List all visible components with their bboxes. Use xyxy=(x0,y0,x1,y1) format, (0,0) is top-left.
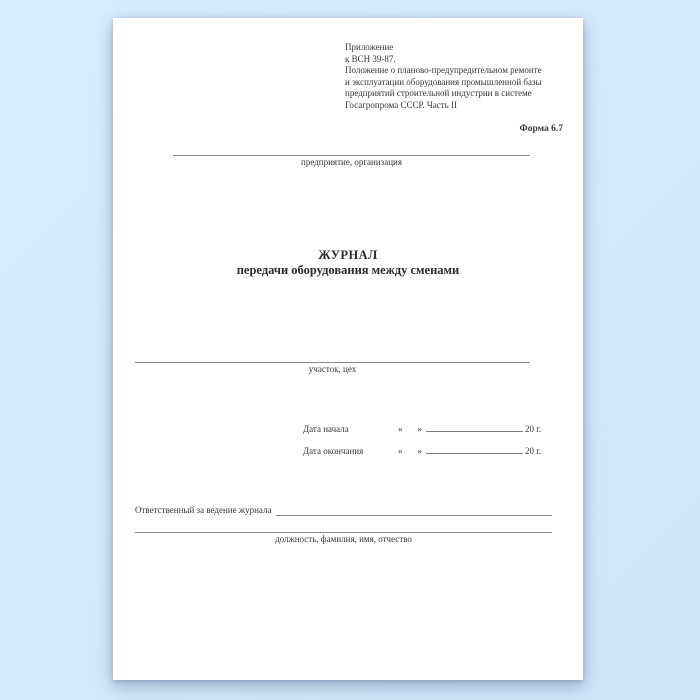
quote-close: » xyxy=(417,446,422,456)
appendix-line: и эксплуатации оборудования промышленной базы xyxy=(345,76,542,87)
date-end-row xyxy=(303,446,541,457)
signature-caption: должность, фамилия, имя, отчество xyxy=(275,534,412,544)
appendix-line: Госагропрома СССР. Часть II xyxy=(345,99,457,110)
document-page xyxy=(113,18,583,680)
section-caption: участок, цех xyxy=(308,364,357,374)
date-end-year: 20 г. xyxy=(525,446,542,456)
appendix-reference xyxy=(345,42,575,112)
responsible-row xyxy=(135,504,552,518)
appendix-line: к ВСН 39-87. xyxy=(345,53,396,64)
form-number: Форма 6.7 xyxy=(519,124,563,134)
appendix-line: предприятий строительной индустрии в системе xyxy=(345,88,532,99)
date-start-quotes xyxy=(398,424,422,435)
appendix-line: Приложение xyxy=(345,42,394,52)
signature-fill-line xyxy=(135,532,552,545)
responsible-fill-line xyxy=(276,504,552,516)
date-start-row xyxy=(303,424,541,435)
organization-fill-line xyxy=(173,155,530,168)
date-start-label: Дата начала xyxy=(303,424,349,434)
date-end-label: Дата окончания xyxy=(303,446,364,456)
title-line-1: ЖУРНАЛ xyxy=(318,248,378,262)
quote-open: « xyxy=(398,424,403,434)
organization-caption: предприятие, организация xyxy=(301,157,402,167)
date-start-year: 20 г. xyxy=(525,424,542,434)
date-end-fill-line xyxy=(426,453,523,454)
quote-open: « xyxy=(398,446,403,456)
quote-close: » xyxy=(417,424,422,434)
responsible-label: Ответственный за ведение журнала xyxy=(135,505,272,515)
date-end-quotes xyxy=(398,446,422,457)
appendix-line: Положение о планово-предупредительном ремонте xyxy=(345,65,542,76)
section-fill-line xyxy=(135,362,530,375)
title-line-2: передачи оборудования между сменами xyxy=(236,263,460,277)
document-title xyxy=(113,248,583,278)
date-start-fill-line xyxy=(426,431,523,432)
